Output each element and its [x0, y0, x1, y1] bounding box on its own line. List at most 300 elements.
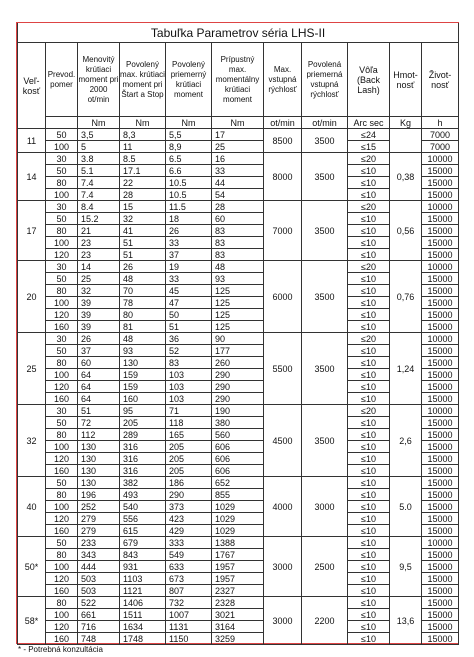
cell-ratio: 120: [46, 309, 78, 321]
cell-ratio: 160: [46, 525, 78, 537]
cell-momentary: 1029: [212, 501, 264, 513]
parameter-table: [17, 23, 459, 645]
cell-nominal: 130: [78, 465, 120, 477]
cell-maxspeed: 4000: [264, 477, 302, 537]
cell-startstop: 205: [120, 417, 166, 429]
cell-ratio: 50: [46, 213, 78, 225]
cell-nominal: 37: [78, 345, 120, 357]
cell-average: 290: [166, 489, 212, 501]
cell-momentary: 125: [212, 309, 264, 321]
cell-average: 205: [166, 465, 212, 477]
cell-life: 15000: [422, 381, 459, 393]
cell-backlash: ≤10: [348, 561, 390, 573]
cell-backlash: ≤20: [348, 153, 390, 165]
cell-startstop: 679: [120, 537, 166, 549]
cell-life: 15000: [422, 321, 459, 333]
header-momentary: Prípustný max. momentálny krútiaci moment: [212, 43, 264, 117]
cell-backlash: ≤10: [348, 189, 390, 201]
cell-life: 15000: [422, 369, 459, 381]
cell-life: 15000: [422, 501, 459, 513]
cell-backlash: ≤10: [348, 345, 390, 357]
cell-life: 15000: [422, 597, 459, 609]
cell-average: 186: [166, 477, 212, 489]
cell-nominal: 39: [78, 321, 120, 333]
cell-startstop: 843: [120, 549, 166, 561]
cell-momentary: 290: [212, 369, 264, 381]
cell-life: 15000: [422, 237, 459, 249]
cell-ratio: 80: [46, 285, 78, 297]
cell-nominal: 233: [78, 537, 120, 549]
cell-average: 6.6: [166, 165, 212, 177]
cell-average: 10.5: [166, 189, 212, 201]
cell-nominal: 26: [78, 333, 120, 345]
cell-maxspeed: 6000: [264, 261, 302, 333]
cell-life: 10000: [422, 261, 459, 273]
cell-average: 8,9: [166, 141, 212, 153]
cell-momentary: 606: [212, 465, 264, 477]
cell-average: 205: [166, 453, 212, 465]
cell-momentary: 125: [212, 285, 264, 297]
header-nominal: Menovitý krútiaci moment pri 2000 ot/min: [78, 43, 120, 117]
cell-ratio: 80: [46, 225, 78, 237]
cell-startstop: 51: [120, 237, 166, 249]
footnote: * - Potrebná konzultácia: [18, 645, 103, 654]
cell-life: 10000: [422, 405, 459, 417]
cell-startstop: 48: [120, 333, 166, 345]
cell-life: 15000: [422, 621, 459, 633]
cell-momentary: 290: [212, 393, 264, 405]
cell-momentary: 1957: [212, 573, 264, 585]
cell-startstop: 95: [120, 405, 166, 417]
cell-ratio: 120: [46, 453, 78, 465]
cell-momentary: 1767: [212, 549, 264, 561]
cell-nominal: 7.4: [78, 189, 120, 201]
cell-life: 15000: [422, 213, 459, 225]
cell-startstop: 78: [120, 297, 166, 309]
cell-backlash: ≤10: [348, 573, 390, 585]
cell-momentary: 125: [212, 321, 264, 333]
cell-nominal: 39: [78, 309, 120, 321]
cell-average: 807: [166, 585, 212, 597]
cell-life: 15000: [422, 309, 459, 321]
header-average: Povolený priemerný krútiaci moment: [166, 43, 212, 117]
cell-average: 51: [166, 321, 212, 333]
cell-avgspeed: 3000: [302, 477, 348, 537]
cell-startstop: 382: [120, 477, 166, 489]
cell-average: 423: [166, 513, 212, 525]
cell-backlash: ≤10: [348, 321, 390, 333]
cell-startstop: 316: [120, 441, 166, 453]
cell-nominal: 279: [78, 513, 120, 525]
cell-nominal: 23: [78, 249, 120, 261]
cell-backlash: ≤10: [348, 309, 390, 321]
cell-life: 15000: [422, 489, 459, 501]
cell-life: 15000: [422, 285, 459, 297]
cell-backlash: ≤10: [348, 453, 390, 465]
cell-life: 15000: [422, 393, 459, 405]
cell-ratio: 100: [46, 237, 78, 249]
cell-life: 15000: [422, 357, 459, 369]
cell-backlash: ≤10: [348, 285, 390, 297]
cell-weight: 5.0: [390, 477, 422, 537]
cell-average: 5,5: [166, 129, 212, 141]
cell-size: 11: [18, 129, 46, 153]
cell-life: 15000: [422, 573, 459, 585]
unit-startstop: Nm: [120, 117, 166, 129]
cell-ratio: 80: [46, 429, 78, 441]
table-row: [18, 597, 459, 609]
cell-ratio: 50: [46, 417, 78, 429]
cell-average: 19: [166, 261, 212, 273]
cell-ratio: 30: [46, 153, 78, 165]
cell-avgspeed: 3500: [302, 333, 348, 405]
table-row: [18, 129, 459, 141]
header-life: Život-nosť: [422, 43, 459, 117]
cell-life: 15000: [422, 249, 459, 261]
cell-ratio: 80: [46, 177, 78, 189]
unit-backlash: Arc sec: [348, 117, 390, 129]
cell-momentary: 83: [212, 225, 264, 237]
cell-ratio: 50: [46, 345, 78, 357]
cell-backlash: ≤10: [348, 633, 390, 645]
cell-nominal: 3.8: [78, 153, 120, 165]
cell-backlash: ≤10: [348, 369, 390, 381]
cell-startstop: 22: [120, 177, 166, 189]
cell-startstop: 159: [120, 369, 166, 381]
cell-life: 10000: [422, 201, 459, 213]
cell-startstop: 615: [120, 525, 166, 537]
cell-average: 549: [166, 549, 212, 561]
cell-size: 17: [18, 201, 46, 261]
cell-startstop: 1103: [120, 573, 166, 585]
cell-average: 1150: [166, 633, 212, 645]
cell-backlash: ≤24: [348, 129, 390, 141]
cell-momentary: 125: [212, 297, 264, 309]
cell-momentary: 560: [212, 429, 264, 441]
cell-life: 15000: [422, 585, 459, 597]
cell-nominal: 196: [78, 489, 120, 501]
cell-life: 7000: [422, 141, 459, 153]
cell-life: 15000: [422, 417, 459, 429]
cell-nominal: 5: [78, 141, 120, 153]
cell-startstop: 8.5: [120, 153, 166, 165]
cell-average: 429: [166, 525, 212, 537]
cell-backlash: ≤10: [348, 537, 390, 549]
table-row: [18, 153, 459, 165]
table-row: [18, 537, 459, 549]
cell-startstop: 130: [120, 357, 166, 369]
header-backlash: Vôľa (Back Lash): [348, 43, 390, 117]
cell-life: 15000: [422, 345, 459, 357]
cell-startstop: 289: [120, 429, 166, 441]
cell-startstop: 51: [120, 249, 166, 261]
size-group: [18, 153, 459, 201]
cell-momentary: 606: [212, 441, 264, 453]
cell-life: 15000: [422, 525, 459, 537]
cell-average: 373: [166, 501, 212, 513]
cell-nominal: 64: [78, 381, 120, 393]
cell-startstop: 556: [120, 513, 166, 525]
cell-ratio: 160: [46, 393, 78, 405]
cell-backlash: ≤10: [348, 237, 390, 249]
header-weight: Hmot-nosť: [390, 43, 422, 117]
cell-size: 50*: [18, 537, 46, 597]
cell-momentary: 177: [212, 345, 264, 357]
cell-weight: 0,38: [390, 153, 422, 201]
cell-startstop: 41: [120, 225, 166, 237]
header-startstop: Povolený max. krútiaci moment pri Štart a Stop: [120, 43, 166, 117]
cell-nominal: 8.4: [78, 201, 120, 213]
cell-weight: 13,6: [390, 597, 422, 645]
cell-average: 71: [166, 405, 212, 417]
header-maxspeed: Max. vstupná rýchlosť: [264, 43, 302, 117]
cell-nominal: 7.4: [78, 177, 120, 189]
cell-momentary: 25: [212, 141, 264, 153]
cell-life: 15000: [422, 465, 459, 477]
cell-ratio: 100: [46, 609, 78, 621]
cell-backlash: ≤20: [348, 333, 390, 345]
cell-startstop: 1121: [120, 585, 166, 597]
cell-ratio: 100: [46, 141, 78, 153]
cell-nominal: 39: [78, 297, 120, 309]
cell-ratio: 160: [46, 633, 78, 645]
cell-backlash: ≤10: [348, 273, 390, 285]
cell-weight: [390, 129, 422, 153]
cell-avgspeed: 3500: [302, 153, 348, 201]
cell-nominal: 130: [78, 453, 120, 465]
cell-nominal: 15.2: [78, 213, 120, 225]
cell-startstop: 160: [120, 393, 166, 405]
cell-backlash: ≤10: [348, 213, 390, 225]
cell-avgspeed: 3500: [302, 261, 348, 333]
cell-average: 10.5: [166, 177, 212, 189]
cell-size: 32: [18, 405, 46, 477]
unit-momentary: Nm: [212, 117, 264, 129]
cell-ratio: 80: [46, 597, 78, 609]
cell-ratio: 50: [46, 129, 78, 141]
cell-startstop: 93: [120, 345, 166, 357]
cell-backlash: ≤10: [348, 549, 390, 561]
cell-life: 15000: [422, 549, 459, 561]
cell-momentary: 83: [212, 249, 264, 261]
cell-startstop: 48: [120, 273, 166, 285]
cell-ratio: 120: [46, 513, 78, 525]
cell-maxspeed: 5500: [264, 333, 302, 405]
cell-momentary: 2327: [212, 585, 264, 597]
cell-average: 6.5: [166, 153, 212, 165]
cell-life: 15000: [422, 633, 459, 645]
cell-backlash: ≤10: [348, 297, 390, 309]
cell-average: 37: [166, 249, 212, 261]
cell-ratio: 30: [46, 201, 78, 213]
cell-life: 15000: [422, 609, 459, 621]
cell-avgspeed: 3500: [302, 405, 348, 477]
cell-ratio: 120: [46, 573, 78, 585]
cell-ratio: 30: [46, 405, 78, 417]
cell-average: 36: [166, 333, 212, 345]
cell-backlash: ≤10: [348, 465, 390, 477]
cell-nominal: 60: [78, 357, 120, 369]
cell-startstop: 316: [120, 453, 166, 465]
cell-life: 7000: [422, 129, 459, 141]
cell-backlash: ≤10: [348, 393, 390, 405]
cell-startstop: 28: [120, 189, 166, 201]
cell-startstop: 931: [120, 561, 166, 573]
cell-backlash: ≤10: [348, 513, 390, 525]
cell-average: 118: [166, 417, 212, 429]
cell-ratio: 80: [46, 357, 78, 369]
cell-backlash: ≤20: [348, 201, 390, 213]
cell-average: 633: [166, 561, 212, 573]
cell-average: 673: [166, 573, 212, 585]
cell-ratio: 50: [46, 165, 78, 177]
size-group: [18, 477, 459, 537]
cell-average: 50: [166, 309, 212, 321]
cell-backlash: ≤20: [348, 405, 390, 417]
cell-backlash: ≤10: [348, 525, 390, 537]
cell-momentary: 16: [212, 153, 264, 165]
size-group: [18, 201, 459, 261]
cell-nominal: 130: [78, 441, 120, 453]
header-size: Veľ-kosť: [18, 43, 46, 129]
cell-ratio: 100: [46, 369, 78, 381]
cell-avgspeed: 2500: [302, 537, 348, 597]
cell-startstop: 540: [120, 501, 166, 513]
cell-nominal: 444: [78, 561, 120, 573]
cell-momentary: 17: [212, 129, 264, 141]
cell-momentary: 60: [212, 213, 264, 225]
size-group: [18, 405, 459, 477]
cell-momentary: 1029: [212, 525, 264, 537]
cell-startstop: 11: [120, 141, 166, 153]
cell-momentary: 652: [212, 477, 264, 489]
table-row: [18, 261, 459, 273]
cell-nominal: 503: [78, 573, 120, 585]
cell-average: 47: [166, 297, 212, 309]
unit-ratio: [46, 117, 78, 129]
cell-backlash: ≤15: [348, 141, 390, 153]
cell-average: 33: [166, 237, 212, 249]
cell-momentary: 1957: [212, 561, 264, 573]
unit-maxspeed: ot/min: [264, 117, 302, 129]
size-group: [18, 261, 459, 333]
cell-startstop: 32: [120, 213, 166, 225]
cell-average: 26: [166, 225, 212, 237]
cell-nominal: 14: [78, 261, 120, 273]
cell-momentary: 44: [212, 177, 264, 189]
cell-ratio: 100: [46, 441, 78, 453]
cell-maxspeed: 4500: [264, 405, 302, 477]
cell-average: 103: [166, 393, 212, 405]
cell-startstop: 80: [120, 309, 166, 321]
cell-average: 18: [166, 213, 212, 225]
cell-momentary: 48: [212, 261, 264, 273]
cell-life: 10000: [422, 537, 459, 549]
parameter-table-frame: [16, 22, 459, 644]
cell-backlash: ≤10: [348, 441, 390, 453]
cell-maxspeed: 8500: [264, 129, 302, 153]
cell-maxspeed: 8000: [264, 153, 302, 201]
cell-momentary: 190: [212, 405, 264, 417]
cell-backlash: ≤10: [348, 429, 390, 441]
column-header-row: [18, 43, 459, 117]
unit-weight: Kg: [390, 117, 422, 129]
cell-average: 1131: [166, 621, 212, 633]
cell-avgspeed: 2200: [302, 597, 348, 645]
cell-maxspeed: 3000: [264, 597, 302, 645]
cell-startstop: 15: [120, 201, 166, 213]
cell-momentary: 606: [212, 453, 264, 465]
cell-life: 15000: [422, 513, 459, 525]
cell-backlash: ≤10: [348, 357, 390, 369]
cell-life: 15000: [422, 441, 459, 453]
cell-momentary: 1029: [212, 513, 264, 525]
cell-maxspeed: 7000: [264, 201, 302, 261]
cell-startstop: 8,3: [120, 129, 166, 141]
size-group: [18, 333, 459, 405]
cell-life: 10000: [422, 333, 459, 345]
cell-ratio: 120: [46, 621, 78, 633]
cell-nominal: 51: [78, 405, 120, 417]
cell-life: 15000: [422, 177, 459, 189]
table-row: [18, 405, 459, 417]
cell-momentary: 54: [212, 189, 264, 201]
unit-life: h: [422, 117, 459, 129]
cell-ratio: 100: [46, 297, 78, 309]
cell-startstop: 81: [120, 321, 166, 333]
cell-life: 15000: [422, 561, 459, 573]
cell-momentary: 380: [212, 417, 264, 429]
table-row: [18, 477, 459, 489]
cell-momentary: 855: [212, 489, 264, 501]
cell-nominal: 522: [78, 597, 120, 609]
cell-momentary: 260: [212, 357, 264, 369]
cell-momentary: 1388: [212, 537, 264, 549]
cell-backlash: ≤10: [348, 165, 390, 177]
cell-backlash: ≤10: [348, 609, 390, 621]
cell-startstop: 159: [120, 381, 166, 393]
cell-ratio: 100: [46, 501, 78, 513]
unit-avgspeed: ot/min: [302, 117, 348, 129]
cell-momentary: 3259: [212, 633, 264, 645]
cell-nominal: 503: [78, 585, 120, 597]
cell-nominal: 716: [78, 621, 120, 633]
cell-backlash: ≤10: [348, 621, 390, 633]
cell-startstop: 70: [120, 285, 166, 297]
cell-ratio: 30: [46, 261, 78, 273]
cell-momentary: 290: [212, 381, 264, 393]
cell-momentary: 83: [212, 237, 264, 249]
cell-size: 20: [18, 261, 46, 333]
cell-average: 11.5: [166, 201, 212, 213]
cell-ratio: 120: [46, 381, 78, 393]
cell-startstop: 493: [120, 489, 166, 501]
cell-ratio: 100: [46, 561, 78, 573]
cell-life: 15000: [422, 429, 459, 441]
cell-startstop: 1634: [120, 621, 166, 633]
cell-weight: 1,24: [390, 333, 422, 405]
cell-backlash: ≤10: [348, 177, 390, 189]
cell-nominal: 112: [78, 429, 120, 441]
cell-life: 10000: [422, 153, 459, 165]
cell-ratio: 50: [46, 273, 78, 285]
cell-size: 40: [18, 477, 46, 537]
cell-average: 52: [166, 345, 212, 357]
cell-ratio: 80: [46, 489, 78, 501]
cell-backlash: ≤10: [348, 597, 390, 609]
cell-backlash: ≤10: [348, 225, 390, 237]
cell-average: 205: [166, 441, 212, 453]
